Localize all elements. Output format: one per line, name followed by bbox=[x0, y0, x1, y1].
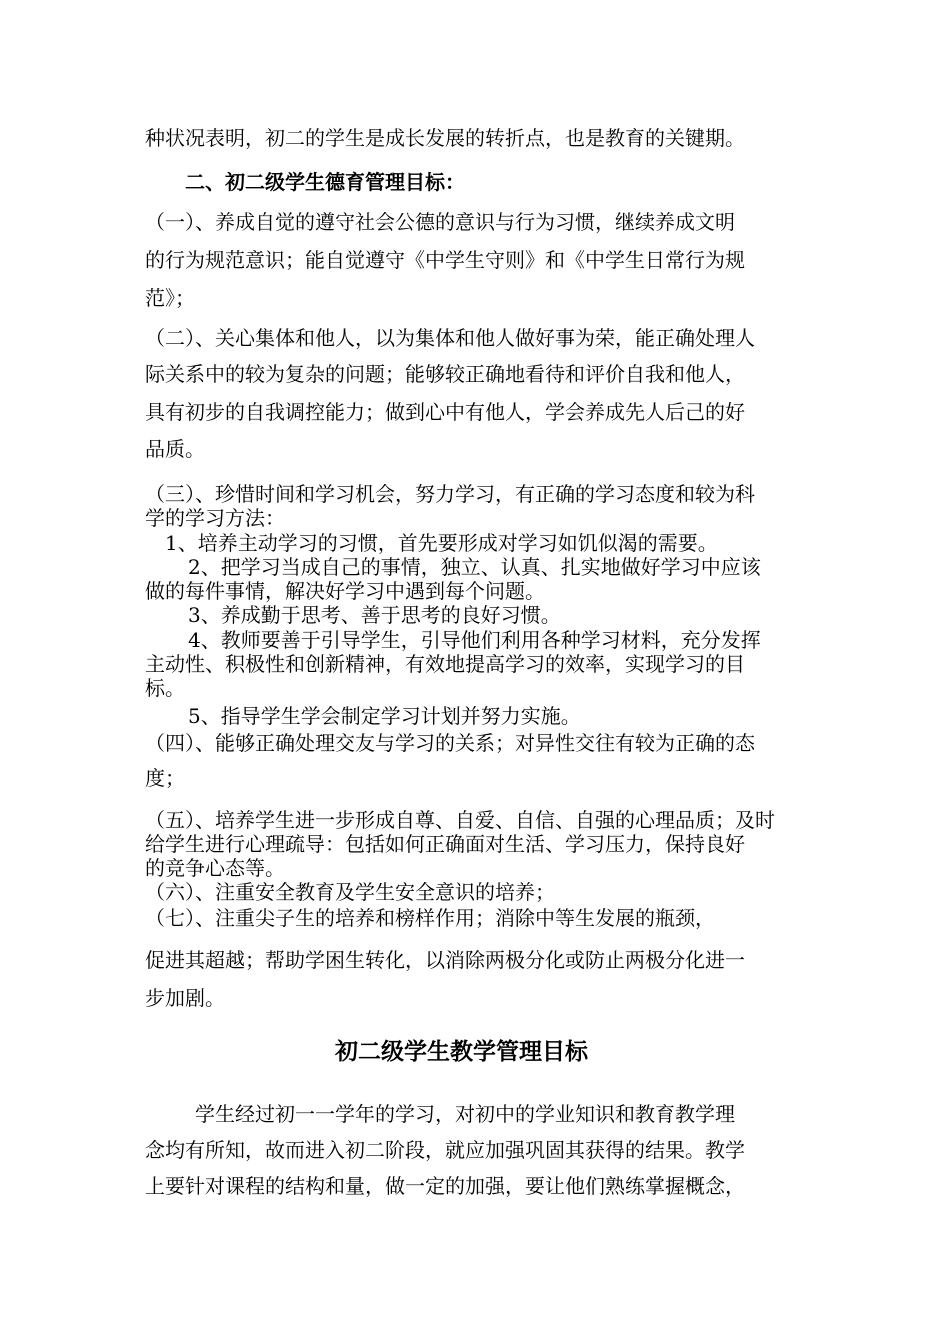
paragraph-line: 际关系中的较为复杂的问题；能够较正确地看待和评价自我和他人， bbox=[145, 362, 745, 386]
section-heading: 二、初二级学生德育管理目标： bbox=[185, 170, 465, 194]
list-item: 4、教师要善于引导学生，引导他们利用各种学习材料，充分发挥 bbox=[188, 628, 761, 652]
paragraph-line: 种状况表明，初二的学生是成长发展的转折点，也是教育的关键期。 bbox=[145, 126, 745, 150]
paragraph-line: 念均有所知，故而进入初二阶段，就应加强巩固其获得的结果。教学 bbox=[145, 1138, 745, 1162]
paragraph-line: 的行为规范意识；能自觉遵守《中学生守则》和《中学生日常行为规 bbox=[145, 248, 745, 272]
paragraph-line: 品质。 bbox=[145, 437, 205, 461]
paragraph-line: 给学生进行心理疏导：包括如何正确面对生活、学习压力，保持良好 bbox=[145, 832, 745, 856]
page-title: 初二级学生教学管理目标 bbox=[335, 1039, 588, 1065]
paragraph-line: （五）、培养学生进一步形成自尊、自爱、自信、自强的心理品质；及时 bbox=[145, 808, 775, 832]
paragraph-line: 标。 bbox=[145, 676, 185, 700]
list-item: 1、培养主动学习的习惯，首先要形成对学习如饥似渴的需要。 bbox=[165, 531, 718, 555]
list-item: 2、把学习当成自己的事情，独立、认真、扎实地做好学习中应该 bbox=[188, 555, 761, 579]
paragraph-line: （六）、注重安全教育及学生安全意识的培养； bbox=[145, 880, 555, 904]
paragraph-line: 主动性、积极性和创新精神，有效地提高学习的效率，实现学习的目 bbox=[145, 652, 745, 676]
paragraph-line: 促进其超越；帮助学困生转化，以消除两极分化或防止两极分化进一 bbox=[145, 948, 745, 972]
paragraph-line: 学生经过初一一学年的学习，对初中的学业知识和教育教学理 bbox=[195, 1102, 735, 1126]
paragraph-line: （四）、能够正确处理交友与学习的关系；对异性交往有较为正确的态 bbox=[145, 731, 755, 755]
paragraph-line: （三）、珍惜时间和学习机会，努力学习，有正确的学习态度和较为科 bbox=[145, 482, 755, 506]
paragraph-line: （二）、关心集体和他人，以为集体和他人做好事为荣，能正确处理人 bbox=[145, 326, 755, 350]
paragraph-line: 范》； bbox=[145, 286, 195, 310]
paragraph-line: （七）、注重尖子生的培养和榜样作用；消除中等生发展的瓶颈， bbox=[145, 906, 715, 930]
paragraph-line: 的竞争心态等。 bbox=[145, 856, 285, 880]
paragraph-line: 上要针对课程的结构和量，做一定的加强，要让他们熟练掌握概念， bbox=[145, 1174, 745, 1198]
paragraph-line: 步加剧。 bbox=[145, 986, 225, 1010]
paragraph-line: 具有初步的自我调控能力；做到心中有他人，学会养成先人后己的好 bbox=[145, 400, 745, 424]
list-item: 3、养成勤于思考、善于思考的良好习惯。 bbox=[188, 603, 561, 627]
paragraph-line: 度； bbox=[145, 766, 185, 790]
paragraph-line: （一）、养成自觉的遵守社会公德的意识与行为习惯，继续养成文明 bbox=[145, 210, 735, 234]
paragraph-line: 做的每件事情，解决好学习中遇到每个问题。 bbox=[145, 579, 545, 603]
list-item: 5、指导学生学会制定学习计划并努力实施。 bbox=[188, 704, 581, 728]
paragraph-line: 学的学习方法： bbox=[145, 506, 285, 530]
